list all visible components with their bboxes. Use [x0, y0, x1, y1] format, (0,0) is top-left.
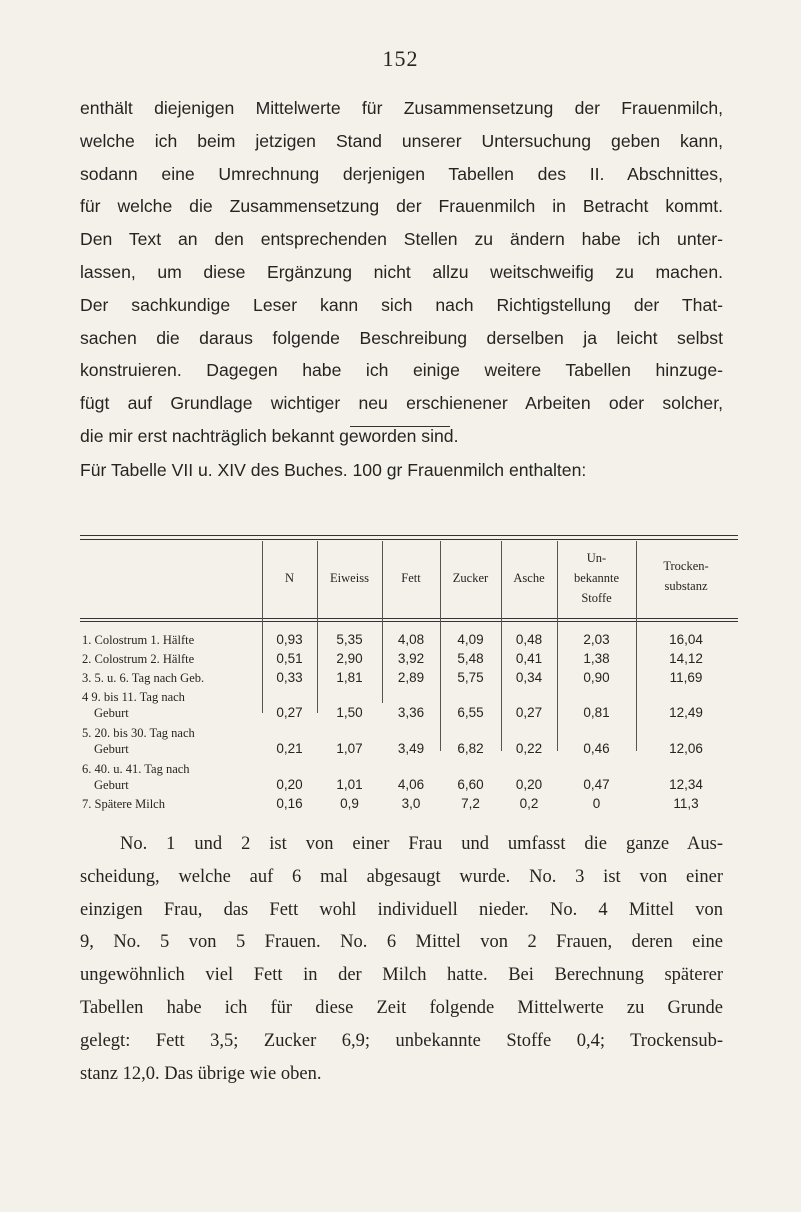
table-cell: 1,01 — [336, 777, 363, 792]
table-caption — [80, 460, 740, 481]
table-cell: 16,04 — [669, 632, 703, 647]
table-cell: 1,38 — [583, 651, 610, 666]
row-label-cont: Geburt — [94, 778, 129, 792]
table-top-rule-inner — [80, 539, 738, 540]
header-unbekannte-1: Un- — [586, 551, 607, 565]
column-divider — [382, 541, 383, 703]
table-cell: 6,82 — [457, 741, 484, 756]
header-n: N — [284, 571, 295, 585]
text-line: sachen die daraus folgende Beschreibung derselben ja leicht selbst — [80, 327, 723, 348]
text-line: 9, No. 5 von 5 Frauen. No. 6 Mittel von 2 Frauen, deren eine — [80, 932, 723, 953]
table-cell: 0,22 — [515, 741, 543, 756]
notes-paragraph — [80, 828, 723, 1090]
header-eiweiss: Eiweiss — [330, 571, 369, 585]
row-label: 1. Colostrum 1. Hälfte — [82, 633, 195, 647]
table-cell: 0,20 — [515, 777, 543, 792]
table-cell: 5,75 — [457, 670, 484, 685]
table-cell: 0,27 — [276, 705, 303, 720]
text-line: welche ich beim jetzigen Stand unserer Untersuchung geben kann, — [80, 130, 723, 151]
column-divider — [262, 541, 263, 713]
table-cell: 11,3 — [673, 796, 699, 811]
row-label: 6. 40. u. 41. Tag nach — [82, 762, 190, 776]
text-line: Tabellen habe ich für diese Zeit folgende Mittelwerte zu Grunde — [80, 997, 723, 1018]
header-trocken-2: substanz — [664, 579, 708, 593]
table-header-rule — [80, 618, 738, 619]
page-number: 152 — [382, 46, 419, 71]
header-trocken-1: Trocken- — [663, 559, 709, 573]
table-cell: 1,81 — [336, 670, 363, 685]
table-cell: 12,06 — [669, 741, 703, 756]
table-cell: 3,36 — [397, 705, 425, 720]
column-divider — [501, 541, 502, 751]
row-label: 4 9. bis 11. Tag nach — [82, 690, 185, 704]
table-cell: 12,49 — [669, 705, 703, 720]
intro-paragraph — [80, 92, 723, 453]
column-divider — [636, 541, 637, 751]
table-cell: 0,33 — [276, 670, 303, 685]
text-line: ungewöhnlich viel Fett in der Milch hatte. Bei Berechnung späterer — [80, 965, 723, 986]
row-label: 5. 20. bis 30. Tag nach — [82, 726, 195, 740]
row-label: 3. 5. u. 6. Tag nach Geb. — [82, 671, 205, 685]
table-cell: 4,09 — [457, 632, 484, 647]
header-asche: Asche — [513, 571, 545, 585]
table-cell: 0,47 — [583, 777, 610, 792]
table-header-rule-inner — [80, 621, 738, 622]
header-zucker: Zucker — [452, 571, 489, 585]
text-line: gelegt: Fett 3,5; Zucker 6,9; unbekannte Stoffe 0,4; Trockensub- — [80, 1030, 723, 1051]
row-label-cont: Geburt — [94, 706, 129, 720]
text-line: scheidung, welche auf 6 mal abgesaugt wurde. No. 3 ist von einer — [80, 866, 723, 887]
text-line: konstruieren. Dagegen habe ich einige weitere Tabellen hinzuge- — [80, 360, 723, 381]
table-top-rule — [80, 535, 738, 536]
table-cell: 6,60 — [457, 777, 484, 792]
header-fett: Fett — [401, 571, 421, 585]
table-cell: 2,90 — [336, 651, 363, 666]
table-cell: 5,35 — [336, 632, 363, 647]
section-divider — [350, 426, 450, 427]
table-cell: 5,48 — [457, 651, 484, 666]
table-cell: 3,0 — [401, 796, 421, 811]
text-line: Den Text an den entsprechenden Stellen zu ändern habe ich unter- — [80, 229, 723, 250]
table-cell: 3,49 — [397, 741, 425, 756]
table-caption-text: Für Tabelle VII u. XIV des Buches. 100 gr Frauenmilch enthalten: — [80, 460, 587, 480]
text-line: fügt auf Grundlage wichtiger neu erschienener Arbeiten oder solcher, — [80, 393, 723, 414]
text-line: Der sachkundige Leser kann sich nach Richtigstellung der That- — [80, 294, 723, 315]
table-cell: 0,2 — [519, 796, 539, 811]
text-line: die mir erst nachträglich bekannt geworden sind. — [80, 425, 459, 446]
table-cell: 4,08 — [397, 632, 425, 647]
column-divider — [557, 541, 558, 751]
table-cell: 0,41 — [515, 651, 543, 666]
table-cell: 0,51 — [276, 651, 303, 666]
text-line: stanz 12,0. Das übrige wie oben. — [80, 1063, 322, 1084]
table-cell: 3,92 — [397, 651, 425, 666]
table-cell: 1,07 — [336, 741, 363, 756]
text-line: enthält diejenigen Mittelwerte für Zusammensetzung der Frauenmilch, — [80, 98, 723, 118]
text-line: No. 1 und 2 ist von einer Frau und umfasst die ganze Aus- — [120, 834, 723, 854]
text-line: lassen, um diese Ergänzung nicht allzu weitschweifig zu machen. — [80, 261, 723, 282]
table-cell: 2,03 — [583, 632, 610, 647]
table-cell: 0,46 — [583, 741, 610, 756]
table-cell: 14,12 — [669, 651, 703, 666]
table-cell: 0,20 — [276, 777, 303, 792]
header-unbekannte-2: bekannte — [573, 571, 620, 585]
row-label: 7. Spätere Milch — [82, 797, 165, 811]
row-label: 2. Colostrum 2. Hälfte — [82, 652, 195, 666]
row-label-cont: Geburt — [94, 742, 129, 756]
table-cell: 0,48 — [515, 632, 543, 647]
table-cell: 1,50 — [336, 705, 363, 720]
text-line: für welche die Zusammensetzung der Frauenmilch in Betracht kommt. — [80, 196, 723, 217]
table-cell: 0,9 — [340, 796, 359, 811]
table-cell: 0 — [592, 796, 601, 811]
table-cell: 11,69 — [669, 670, 703, 685]
text-line: einzigen Frau, das Fett wohl individuell nieder. No. 4 Mittel von — [80, 899, 723, 920]
text-line: sodann eine Umrechnung derjenigen Tabellen des II. Abschnittes, — [80, 163, 723, 184]
table-cell: 0,81 — [583, 705, 610, 720]
table-cell: 0,21 — [276, 741, 303, 756]
table-cell: 0,27 — [515, 705, 543, 720]
table-cell: 0,34 — [515, 670, 543, 685]
table-cell: 2,89 — [397, 670, 425, 685]
table-cell: 0,93 — [276, 632, 303, 647]
table-cell: 12,34 — [669, 777, 703, 792]
table-cell: 0,90 — [583, 670, 610, 685]
table-cell: 0,16 — [276, 796, 303, 811]
column-divider — [440, 541, 441, 751]
column-divider — [317, 541, 318, 713]
table-cell: 4,06 — [397, 777, 425, 792]
table-cell: 6,55 — [457, 705, 484, 720]
table-cell: 7,2 — [461, 796, 480, 811]
header-unbekannte-3: Stoffe — [581, 591, 612, 605]
